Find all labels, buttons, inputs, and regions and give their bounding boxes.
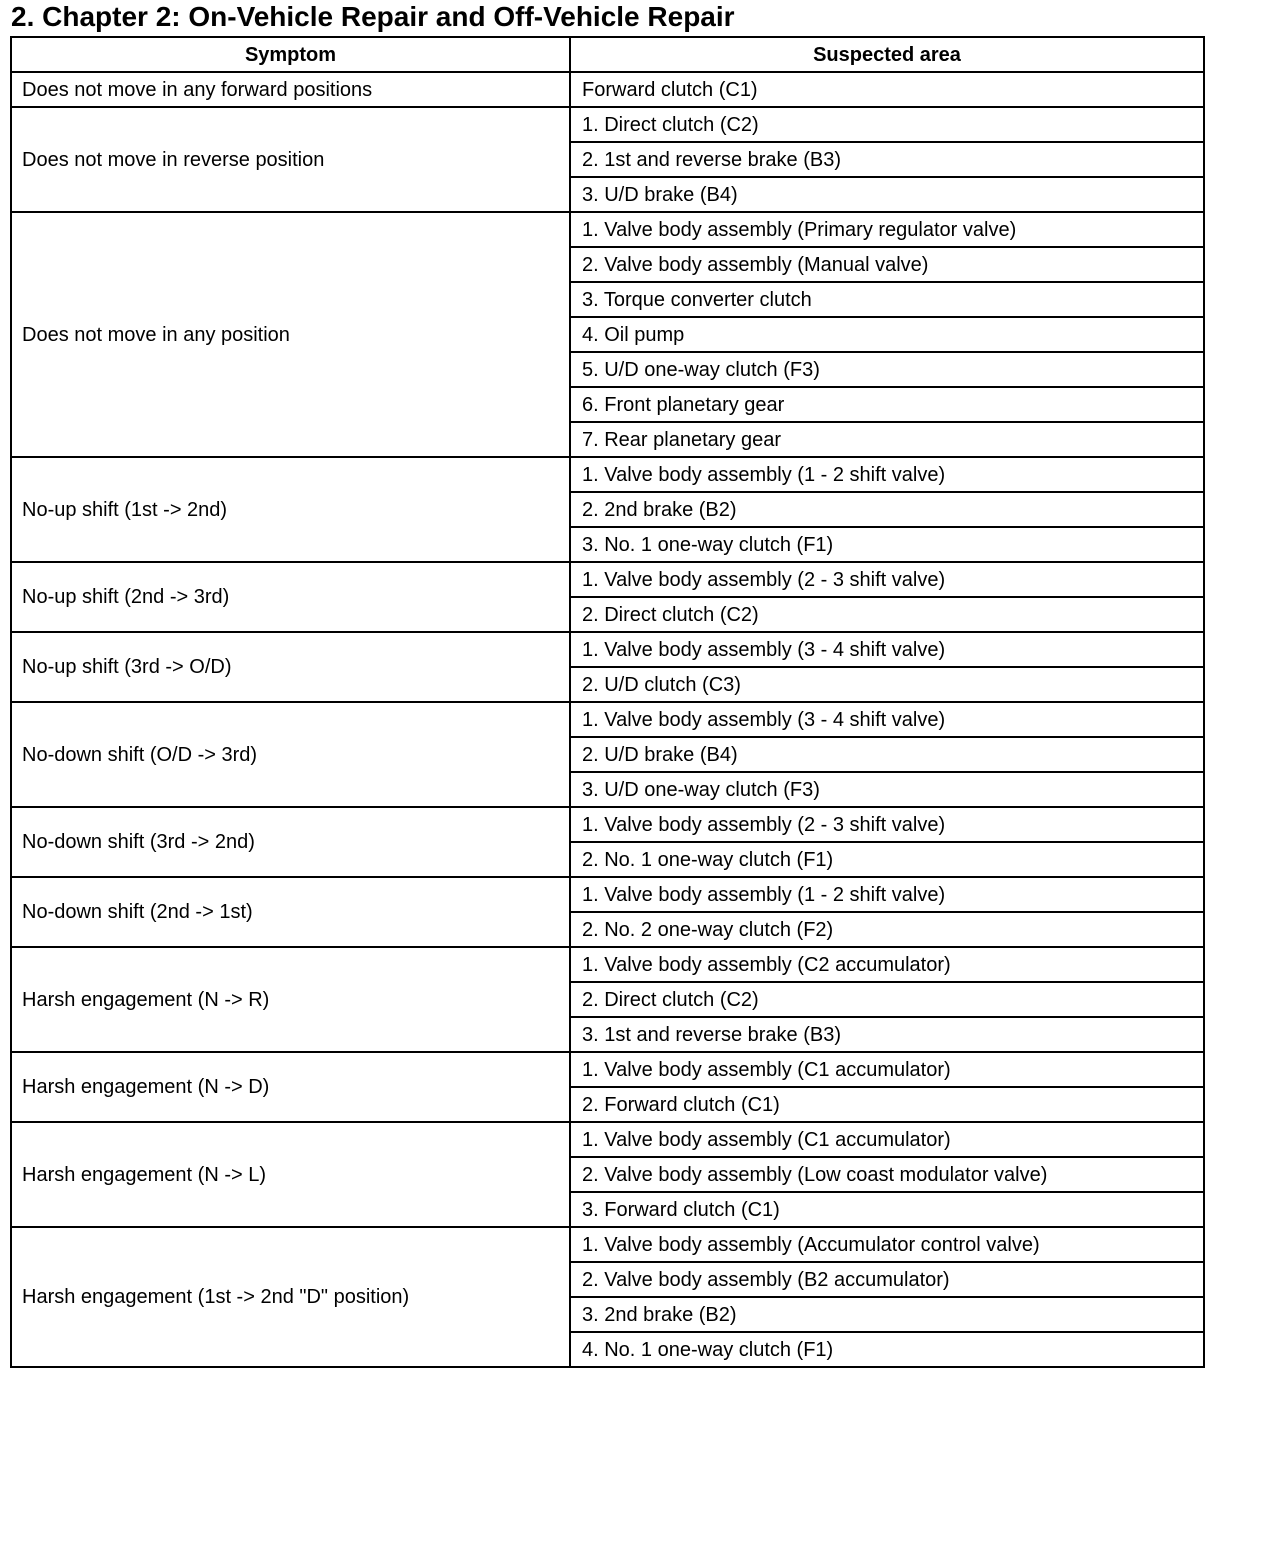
suspected-area-cell: 2. 1st and reverse brake (B3) [570, 142, 1204, 177]
symptom-cell: No-down shift (O/D -> 3rd) [11, 702, 570, 807]
suspected-area-cell: 1. Valve body assembly (2 - 3 shift valve) [570, 807, 1204, 842]
suspected-area-cell: 2. Valve body assembly (Low coast modulator valve) [570, 1157, 1204, 1192]
table-row [11, 947, 1204, 982]
suspected-area-cell: 1. Valve body assembly (1 - 2 shift valve) [570, 457, 1204, 492]
table-row [11, 807, 1204, 842]
page-title: 2. Chapter 2: On-Vehicle Repair and Off-Vehicle Repair [11, 1, 735, 32]
suspected-area-cell: 1. Valve body assembly (1 - 2 shift valve) [570, 877, 1204, 912]
suspected-area-cell: 1. Valve body assembly (3 - 4 shift valve) [570, 702, 1204, 737]
suspected-area-cell: 7. Rear planetary gear [570, 422, 1204, 457]
suspected-area-cell: 2. U/D clutch (C3) [570, 667, 1204, 702]
suspected-area-cell: 2. No. 1 one-way clutch (F1) [570, 842, 1204, 877]
symptom-cell: Harsh engagement (N -> L) [11, 1122, 570, 1227]
suspected-area-cell: 3. 2nd brake (B2) [570, 1297, 1204, 1332]
suspected-area-cell: Forward clutch (C1) [570, 72, 1204, 107]
table-row [11, 702, 1204, 737]
suspected-area-cell: 2. U/D brake (B4) [570, 737, 1204, 772]
table-row [11, 107, 1204, 142]
symptom-cell: Does not move in reverse position [11, 107, 570, 212]
suspected-area-cell: 1. Valve body assembly (C1 accumulator) [570, 1052, 1204, 1087]
suspected-area-cell: 2. Valve body assembly (Manual valve) [570, 247, 1204, 282]
suspected-area-cell: 2. Direct clutch (C2) [570, 982, 1204, 1017]
suspected-area-cell: 1. Valve body assembly (C2 accumulator) [570, 947, 1204, 982]
table-row [11, 562, 1204, 597]
symptom-cell: No-up shift (1st -> 2nd) [11, 457, 570, 562]
table-row [11, 1227, 1204, 1262]
suspected-area-cell: 1. Direct clutch (C2) [570, 107, 1204, 142]
suspected-area-cell: 3. U/D one-way clutch (F3) [570, 772, 1204, 807]
suspected-area-cell: 3. Torque converter clutch [570, 282, 1204, 317]
suspected-area-cell: 6. Front planetary gear [570, 387, 1204, 422]
suspected-area-cell: 3. U/D brake (B4) [570, 177, 1204, 212]
suspected-area-cell: 3. Forward clutch (C1) [570, 1192, 1204, 1227]
suspected-area-cell: 4. Oil pump [570, 317, 1204, 352]
suspected-area-cell: 1. Valve body assembly (Primary regulator valve) [570, 212, 1204, 247]
suspected-area-cell: 2. Forward clutch (C1) [570, 1087, 1204, 1122]
table-row [11, 72, 1204, 107]
suspected-area-cell: 1. Valve body assembly (Accumulator control valve) [570, 1227, 1204, 1262]
symptom-cell: Does not move in any position [11, 212, 570, 457]
table-row [11, 1052, 1204, 1087]
suspected-area-cell: 5. U/D one-way clutch (F3) [570, 352, 1204, 387]
symptom-cell: Does not move in any forward positions [11, 72, 570, 107]
symptom-cell: No-down shift (3rd -> 2nd) [11, 807, 570, 877]
symptom-cell: Harsh engagement (N -> R) [11, 947, 570, 1052]
suspected-area-cell: 1. Valve body assembly (2 - 3 shift valve) [570, 562, 1204, 597]
suspected-area-cell: 2. Direct clutch (C2) [570, 597, 1204, 632]
suspected-area-cell: 1. Valve body assembly (C1 accumulator) [570, 1122, 1204, 1157]
suspected-area-cell: 2. No. 2 one-way clutch (F2) [570, 912, 1204, 947]
symptom-cell: No-up shift (3rd -> O/D) [11, 632, 570, 702]
suspected-area-cell: 4. No. 1 one-way clutch (F1) [570, 1332, 1204, 1367]
suspected-area-cell: 2. 2nd brake (B2) [570, 492, 1204, 527]
suspected-area-cell: 3. No. 1 one-way clutch (F1) [570, 527, 1204, 562]
suspected-area-cell: 1. Valve body assembly (3 - 4 shift valve) [570, 632, 1204, 667]
suspected-area-column-header: Suspected area [570, 37, 1204, 72]
symptom-cell: Harsh engagement (1st -> 2nd "D" position) [11, 1227, 570, 1367]
table-row [11, 877, 1204, 912]
table-body [11, 72, 1204, 1367]
table-row [11, 632, 1204, 667]
suspected-area-cell: 3. 1st and reverse brake (B3) [570, 1017, 1204, 1052]
table-row [11, 457, 1204, 492]
symptom-column-header: Symptom [11, 37, 570, 72]
symptom-cell: Harsh engagement (N -> D) [11, 1052, 570, 1122]
symptom-table [10, 36, 1205, 1368]
table-header-row [11, 37, 1204, 72]
table-row [11, 1122, 1204, 1157]
symptom-cell: No-down shift (2nd -> 1st) [11, 877, 570, 947]
symptom-cell: No-up shift (2nd -> 3rd) [11, 562, 570, 632]
suspected-area-cell: 2. Valve body assembly (B2 accumulator) [570, 1262, 1204, 1297]
table-row [11, 212, 1204, 247]
